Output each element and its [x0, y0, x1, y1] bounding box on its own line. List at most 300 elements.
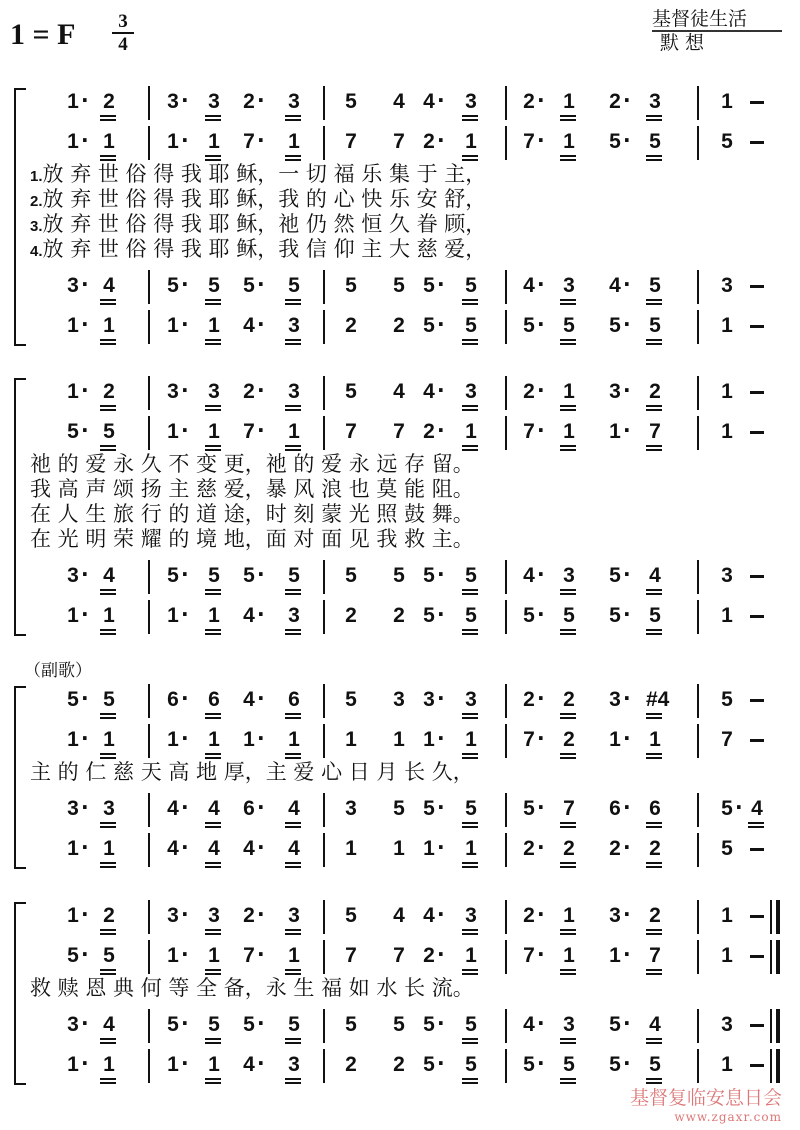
bar-line — [505, 793, 507, 827]
note-digit: 5 — [649, 130, 661, 153]
bar-line — [148, 724, 150, 758]
note-digit: 5 — [345, 564, 357, 587]
note-digit: 5 — [167, 274, 179, 297]
note-digit: 2 — [649, 904, 661, 927]
note-digit: 1 — [167, 728, 179, 751]
underline-beam — [646, 1042, 662, 1044]
underline-beam — [285, 973, 301, 975]
underline-beam — [560, 445, 576, 447]
duration-dot: · — [437, 1011, 445, 1035]
underline-beam — [462, 1042, 478, 1044]
dash-mark — [750, 285, 764, 288]
underline-beam — [560, 155, 576, 157]
bar-line — [697, 1009, 699, 1043]
underline-beam — [560, 757, 576, 759]
note-digit: 3 — [609, 380, 621, 403]
lyric-line — [30, 237, 790, 262]
underline-beam — [285, 1042, 301, 1044]
note-digit: 1 — [563, 904, 575, 927]
duration-dot: · — [537, 562, 545, 586]
underline-beam — [100, 343, 116, 345]
note-digit: 3 — [465, 380, 477, 403]
note-digit: 5 — [609, 564, 621, 587]
note-digit: 1 — [67, 728, 79, 751]
underline-beam — [748, 822, 764, 824]
duration-dot: · — [257, 1011, 265, 1035]
underline-beam — [462, 753, 478, 755]
lyric-text: 我 高 声 颂 扬 主 慈 爱，暴 风 浪 也 莫 能 阻。 — [30, 477, 474, 501]
underline-beam — [462, 969, 478, 971]
underline-beam — [462, 1038, 478, 1040]
note-digit: 1 — [609, 420, 621, 443]
duration-dot: · — [181, 1051, 189, 1075]
note-digit: 1 — [208, 314, 220, 337]
bar-line — [505, 833, 507, 867]
note-digit: 1 — [208, 130, 220, 153]
note-digit: 1 — [609, 728, 621, 751]
duration-dot: · — [81, 272, 89, 296]
underline-beam — [462, 862, 478, 864]
duration-dot: · — [181, 902, 189, 926]
underline-beam — [646, 933, 662, 935]
underline-beam — [285, 713, 301, 715]
underline-beam — [100, 757, 116, 759]
duration-dot: · — [81, 128, 89, 152]
note-digit: 3 — [423, 688, 435, 711]
note-digit: 4 — [167, 797, 179, 820]
note-digit: 3 — [208, 90, 220, 113]
note-digit: 2 — [345, 604, 357, 627]
underline-beam — [646, 717, 662, 719]
note-digit: 5 — [721, 130, 733, 153]
note-digit: 4 — [523, 274, 535, 297]
bar-line — [505, 416, 507, 450]
duration-dot: · — [437, 88, 445, 112]
duration-dot: · — [181, 942, 189, 966]
underline-beam — [560, 299, 576, 301]
duration-dot: · — [81, 312, 89, 336]
duration-dot: · — [623, 272, 631, 296]
system-bracket — [14, 88, 26, 346]
note-digit: 5 — [465, 274, 477, 297]
lyric-line — [30, 976, 790, 1001]
note-digit: 1 — [288, 728, 300, 751]
note-digit: 1 — [208, 1053, 220, 1076]
underline-beam — [205, 866, 221, 868]
note-digit: 3 — [288, 904, 300, 927]
bar-line — [148, 376, 150, 410]
note-digit: 1 — [288, 944, 300, 967]
bar-line — [323, 560, 325, 594]
duration-dot: · — [537, 726, 545, 750]
duration-dot: · — [181, 418, 189, 442]
underline-beam — [462, 866, 478, 868]
underline-beam — [205, 633, 221, 635]
duration-dot: · — [537, 378, 545, 402]
note-digit: 5 — [423, 604, 435, 627]
note-digit: 1 — [465, 944, 477, 967]
bar-line — [505, 724, 507, 758]
underline-beam — [205, 119, 221, 121]
author-name: 默 想 — [660, 31, 705, 54]
note-digit: 5 — [345, 380, 357, 403]
note-digit: 1 — [167, 604, 179, 627]
duration-dot: · — [81, 902, 89, 926]
note-digit: 1 — [67, 904, 79, 927]
duration-dot: · — [257, 602, 265, 626]
duration-dot: · — [257, 686, 265, 710]
bar-line — [323, 724, 325, 758]
underline-beam — [205, 155, 221, 157]
bar-line — [697, 793, 699, 827]
note-digit: 5 — [243, 564, 255, 587]
underline-beam — [100, 405, 116, 407]
underline-beam — [646, 303, 662, 305]
duration-dot: · — [623, 418, 631, 442]
underline-beam — [462, 826, 478, 828]
duration-dot: · — [537, 1011, 545, 1035]
underline-beam — [205, 1038, 221, 1040]
note-digit: 1 — [67, 837, 79, 860]
note-digit: 5 — [208, 274, 220, 297]
duration-dot: · — [437, 1051, 445, 1075]
underline-beam — [285, 717, 301, 719]
duration-dot: · — [81, 378, 89, 402]
underline-beam — [285, 445, 301, 447]
underline-beam — [285, 119, 301, 121]
bar-line — [505, 684, 507, 718]
underline-beam — [285, 929, 301, 931]
note-digit: 5 — [288, 564, 300, 587]
note-digit: 5 — [103, 944, 115, 967]
underline-beam — [100, 303, 116, 305]
underline-beam — [560, 929, 576, 931]
note-digit: 5 — [465, 1053, 477, 1076]
underline-beam — [646, 593, 662, 595]
dash-mark — [750, 739, 764, 742]
duration-dot: · — [81, 686, 89, 710]
bar-line — [148, 793, 150, 827]
note-digit: 4 — [243, 688, 255, 711]
underline-beam — [646, 409, 662, 411]
note-digit: 4 — [243, 604, 255, 627]
note-digit: 2 — [243, 380, 255, 403]
note-digit: 4 — [393, 904, 405, 927]
note-digit: 5 — [103, 688, 115, 711]
note-digit: 4 — [751, 797, 763, 820]
note-digit: 3 — [288, 1053, 300, 1076]
bar-line — [505, 86, 507, 120]
lyric-line — [30, 162, 790, 187]
dash-mark — [750, 141, 764, 144]
duration-dot: · — [537, 795, 545, 819]
note-digit: 3 — [288, 380, 300, 403]
note-digit: 4 — [208, 837, 220, 860]
note-digit: 1 — [167, 420, 179, 443]
note-digit: 2 — [563, 837, 575, 860]
note-digit: 6 — [609, 797, 621, 820]
staff-row — [0, 896, 800, 936]
underline-beam — [100, 826, 116, 828]
bar-line — [148, 1049, 150, 1083]
underline-beam — [560, 405, 576, 407]
underline-beam — [100, 119, 116, 121]
underline-beam — [646, 339, 662, 341]
underline-beam — [100, 753, 116, 755]
staff-row — [0, 789, 800, 829]
system-bracket — [14, 378, 26, 636]
note-digit: 1 — [345, 837, 357, 860]
duration-dot: · — [257, 795, 265, 819]
underline-beam — [646, 1078, 662, 1080]
note-digit: 2 — [423, 420, 435, 443]
duration-dot: · — [181, 562, 189, 586]
note-digit: 1 — [103, 728, 115, 751]
note-digit: 1 — [609, 944, 621, 967]
duration-dot: · — [181, 378, 189, 402]
note-digit: 4 — [243, 837, 255, 860]
duration-dot: · — [257, 272, 265, 296]
duration-dot: · — [257, 726, 265, 750]
note-digit: 4 — [167, 837, 179, 860]
bar-line — [505, 1049, 507, 1083]
underline-beam — [100, 629, 116, 631]
duration-dot: · — [81, 942, 89, 966]
duration-dot: · — [537, 942, 545, 966]
note-digit: 5 — [288, 1013, 300, 1036]
underline-beam — [646, 589, 662, 591]
underline-beam — [462, 445, 478, 447]
duration-dot: · — [181, 835, 189, 859]
underline-beam — [205, 969, 221, 971]
underline-beam — [285, 589, 301, 591]
duration-dot: · — [437, 902, 445, 926]
underline-beam — [285, 866, 301, 868]
underline-beam — [560, 159, 576, 161]
duration-dot: · — [81, 562, 89, 586]
note-digit: 1 — [167, 130, 179, 153]
note-digit: 1 — [563, 130, 575, 153]
bar-line — [697, 560, 699, 594]
note-digit: 5 — [243, 1013, 255, 1036]
underline-beam — [100, 973, 116, 975]
note-digit: 2 — [103, 904, 115, 927]
note-digit: 3 — [393, 688, 405, 711]
underline-beam — [462, 933, 478, 935]
underline-beam — [646, 753, 662, 755]
underline-beam — [205, 1042, 221, 1044]
underline-beam — [205, 757, 221, 759]
note-digit: 3 — [167, 904, 179, 927]
note-digit: 5 — [288, 274, 300, 297]
note-digit: 1 — [103, 837, 115, 860]
note-digit: 5 — [721, 837, 733, 860]
underline-beam — [560, 862, 576, 864]
bar-line — [148, 1009, 150, 1043]
underline-beam — [462, 405, 478, 407]
note-digit: 2 — [523, 837, 535, 860]
underline-beam — [462, 159, 478, 161]
note-digit: 5 — [423, 314, 435, 337]
underline-beam — [560, 866, 576, 868]
underline-beam — [285, 826, 301, 828]
duration-dot: · — [623, 1051, 631, 1075]
note-digit: 1 — [721, 90, 733, 113]
note-digit: 3 — [208, 904, 220, 927]
note-digit: 7 — [345, 944, 357, 967]
underline-beam — [560, 409, 576, 411]
note-digit: 5 — [609, 130, 621, 153]
underline-beam — [205, 449, 221, 451]
note-digit: 7 — [649, 944, 661, 967]
underline-beam — [560, 593, 576, 595]
dash-mark — [750, 1064, 764, 1067]
dash-mark — [750, 955, 764, 958]
lyric-text: 主 的 仁 慈 天 高 地 厚，主 爱 心 日 月 长 久， — [30, 760, 474, 784]
duration-dot: · — [623, 795, 631, 819]
lyric-text: 放 弃 世 俗 得 我 耶 稣，一 切 福 乐 集 于 主， — [42, 162, 487, 186]
underline-beam — [646, 969, 662, 971]
bar-line — [148, 270, 150, 304]
bar-line — [323, 940, 325, 974]
note-digit: 3 — [288, 90, 300, 113]
underline-beam — [560, 717, 576, 719]
lyric-text: 祂 的 爱 永 久 不 变 更，祂 的 爱 永 远 存 留。 — [30, 452, 474, 476]
underline-beam — [205, 405, 221, 407]
underline-beam — [285, 933, 301, 935]
time-signature-bottom: 4 — [118, 34, 128, 55]
note-digit: 5 — [67, 944, 79, 967]
underline-beam — [646, 862, 662, 864]
bar-line — [148, 310, 150, 344]
underline-beam — [205, 299, 221, 301]
underline-beam — [100, 866, 116, 868]
staff-row — [0, 82, 800, 122]
duration-dot: · — [537, 686, 545, 710]
underline-beam — [285, 115, 301, 117]
underline-beam — [100, 933, 116, 935]
bar-line — [697, 376, 699, 410]
underline-beam — [100, 717, 116, 719]
dash-mark — [750, 699, 764, 702]
dash-mark — [750, 615, 764, 618]
note-digit: 4 — [393, 90, 405, 113]
duration-dot: · — [623, 88, 631, 112]
duration-dot: · — [181, 726, 189, 750]
note-digit: 5 — [609, 1013, 621, 1036]
note-digit: 2 — [649, 380, 661, 403]
time-signature-top: 3 — [118, 11, 128, 32]
note-digit: 1 — [423, 728, 435, 751]
note-digit: 2 — [243, 904, 255, 927]
underline-beam — [100, 822, 116, 824]
underline-beam — [285, 1038, 301, 1040]
note-digit: 5 — [345, 90, 357, 113]
bar-line — [697, 310, 699, 344]
note-digit: 3 — [208, 380, 220, 403]
note-digit: 5 — [345, 274, 357, 297]
note-digit: 1 — [208, 728, 220, 751]
note-digit: 6 — [167, 688, 179, 711]
note-digit: 5 — [649, 1053, 661, 1076]
note-digit: 5 — [609, 314, 621, 337]
lyric-text: 在 人 生 旅 行 的 道 途，时 刻 蒙 光 照 鼓 舞。 — [30, 502, 474, 526]
duration-dot: · — [437, 726, 445, 750]
duration-dot: · — [623, 686, 631, 710]
note-digit: 2 — [103, 380, 115, 403]
duration-dot: · — [81, 795, 89, 819]
note-digit: 5 — [423, 1053, 435, 1076]
bar-line — [148, 940, 150, 974]
bar-line — [323, 416, 325, 450]
note-digit: 1 — [167, 1053, 179, 1076]
underline-beam — [285, 753, 301, 755]
duration-dot: · — [181, 312, 189, 336]
note-digit: 5 — [393, 274, 405, 297]
note-digit: 5 — [523, 797, 535, 820]
underline-beam — [646, 299, 662, 301]
bar-line — [697, 900, 699, 934]
underline-beam — [100, 1078, 116, 1080]
note-digit: 3 — [721, 1013, 733, 1036]
lyric-text: 放 弃 世 俗 得 我 耶 稣，我 信 仰 主 大 慈 爱， — [42, 237, 487, 261]
note-digit: 3 — [609, 904, 621, 927]
staff-row — [0, 412, 800, 452]
note-digit: 3 — [721, 274, 733, 297]
note-digit: 1 — [345, 728, 357, 751]
underline-beam — [560, 343, 576, 345]
note-digit: 1 — [167, 314, 179, 337]
note-digit: 4 — [423, 904, 435, 927]
duration-dot: · — [181, 795, 189, 819]
note-digit: 1 — [721, 314, 733, 337]
underline-beam — [100, 593, 116, 595]
underline-beam — [100, 445, 116, 447]
underline-beam — [646, 449, 662, 451]
note-digit: 5 — [393, 1013, 405, 1036]
lyric-text: 放 弃 世 俗 得 我 耶 稣，祂 仍 然 恒 久 眷 顾， — [42, 212, 487, 236]
staff-row — [0, 596, 800, 636]
duration-dot: · — [437, 686, 445, 710]
underline-beam — [205, 933, 221, 935]
duration-dot: · — [181, 272, 189, 296]
note-digit: 1 — [721, 604, 733, 627]
note-digit: 1 — [423, 837, 435, 860]
dash-mark — [750, 101, 764, 104]
bar-line — [505, 940, 507, 974]
note-digit: 3 — [563, 564, 575, 587]
duration-dot: · — [81, 1011, 89, 1035]
lyric-line — [30, 527, 790, 552]
bar-line — [323, 833, 325, 867]
note-digit: 1 — [465, 728, 477, 751]
underline-beam — [560, 449, 576, 451]
underline-beam — [646, 866, 662, 868]
underline-beam — [462, 589, 478, 591]
final-bar-line-thick — [776, 900, 780, 934]
note-digit: 3 — [103, 797, 115, 820]
note-digit: 5 — [563, 604, 575, 627]
underline-beam — [462, 409, 478, 411]
note-digit: 3 — [67, 1013, 79, 1036]
underline-beam — [560, 1042, 576, 1044]
bar-line — [697, 724, 699, 758]
note-digit: 2 — [523, 688, 535, 711]
underline-beam — [462, 973, 478, 975]
underline-beam — [462, 155, 478, 157]
underline-beam — [462, 822, 478, 824]
note-digit: 1 — [288, 130, 300, 153]
